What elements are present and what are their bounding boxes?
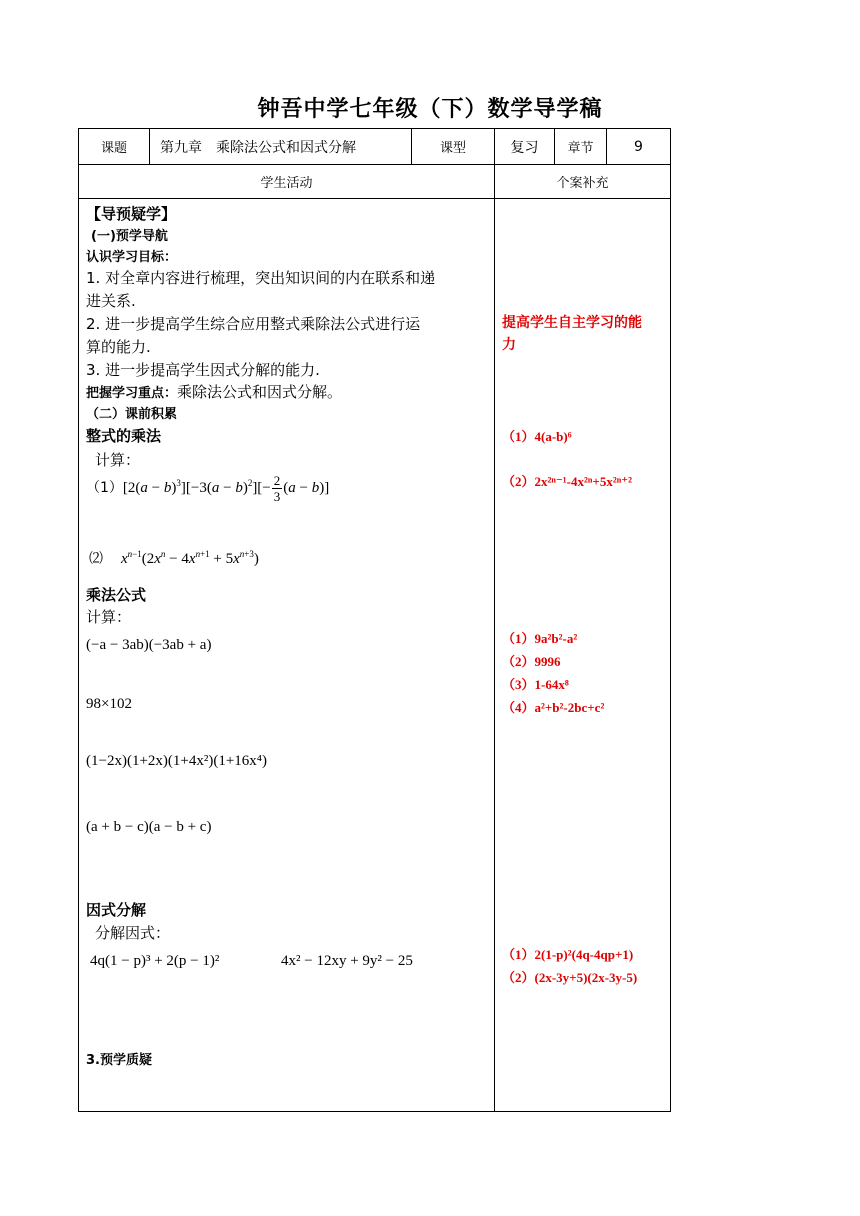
preview-questions-label: 3.预学质疑 <box>86 1053 152 1068</box>
divider <box>79 198 670 199</box>
answer-3-2: （2）(2x-3y+5)(2x-3y-5) <box>502 970 638 985</box>
multiplication-title: 整式的乘法 <box>86 427 162 445</box>
answer-2-2: （2）9996 <box>502 654 561 669</box>
section-value: 9 <box>634 138 643 155</box>
key-label: 把握学习重点： <box>86 386 178 401</box>
preview-heading: (一)预学导航 <box>91 229 168 244</box>
factor-expression-1: 4q(1 − p)³ + 2(p − 1)² <box>90 953 220 969</box>
expression-1: (−a − 3ab)(−3ab + a) <box>86 637 212 653</box>
expression-2: 98×102 <box>86 696 132 712</box>
answer-2-1: （1）9a²b²-a² <box>502 631 578 646</box>
student-activity-header: 学生活动 <box>260 176 313 191</box>
problem-2-expression: $x^{n-1}(2x^n - 4x^{n+1} + 5x^{n+3})$ <box>121 549 259 567</box>
answer-1-2: （2）2x²ⁿ⁻¹-4x²ⁿ+5x²ⁿ⁺² <box>502 474 633 489</box>
expression-4: (a + b − c)(a − b + c) <box>86 819 212 835</box>
problem-1-label: （1） <box>86 479 123 496</box>
note-line-1: 提高学生自主学习的能 <box>502 315 642 331</box>
calc-label: 计算： <box>95 451 141 469</box>
type-label: 课型 <box>439 141 466 156</box>
worksheet-table <box>78 128 671 1112</box>
answer-1-1: （1）4(a-b)⁶ <box>502 429 572 444</box>
goal-label: 认识学习目标： <box>86 250 178 265</box>
note-line-2: 力 <box>502 337 516 353</box>
factor-label: 分解因式： <box>95 924 171 942</box>
column-divider <box>494 129 495 1111</box>
page-title: 钟吾中学七年级（下）数学导学稿 <box>257 97 603 122</box>
factorization-title: 因式分解 <box>86 901 147 919</box>
topic-value: 第九章 乘除法公式和因式分解 <box>160 139 356 156</box>
answer-2-3: （3）1-64x⁸ <box>502 677 569 692</box>
answer-2-4: （4）a²+b²-2bc+c² <box>502 700 605 715</box>
guide-heading: 【导预疑学】 <box>86 205 177 223</box>
key-point <box>86 381 342 402</box>
topic-label: 课题 <box>100 141 127 156</box>
formula-title: 乘法公式 <box>86 586 147 604</box>
key-text: 乘除法公式和因式分解。 <box>177 383 343 401</box>
problem-2-label: ⑵ <box>89 551 103 567</box>
expression-3: (1−2x)(1+2x)(1+4x²)(1+16x⁴) <box>86 753 268 769</box>
problem-2 <box>89 548 259 568</box>
factor-expression-2: 4x² − 12xy + 9y² − 25 <box>281 953 413 969</box>
problem-1-expression: $[2(a - b)^3][-3(a - b)^2][-$ $\frac{2}{3}$ (a − b)] <box>122 473 330 504</box>
type-value: 复习 <box>510 139 539 156</box>
section-label: 章节 <box>567 141 594 156</box>
goal-2-line-1: 2. 进一步提高学生综合应用整式乘除法公式进行运 <box>86 315 421 333</box>
goal-2-line-2: 算的能力. <box>86 338 151 356</box>
case-supplement-header: 个案补充 <box>556 176 609 191</box>
goal-1-line-1: 1. 对全章内容进行梳理，突出知识间的内在联系和递 <box>86 269 436 287</box>
problem-1 <box>86 473 329 504</box>
answer-3-1: （1）2(1-p)²(4q-4qp+1) <box>502 947 634 962</box>
goal-1-line-2: 进关系. <box>86 292 136 310</box>
goal-3: 3. 进一步提高学生因式分解的能力. <box>86 361 320 379</box>
calc-label-2: 计算： <box>86 608 132 626</box>
accumulation-heading: （二）课前积累 <box>86 407 178 422</box>
